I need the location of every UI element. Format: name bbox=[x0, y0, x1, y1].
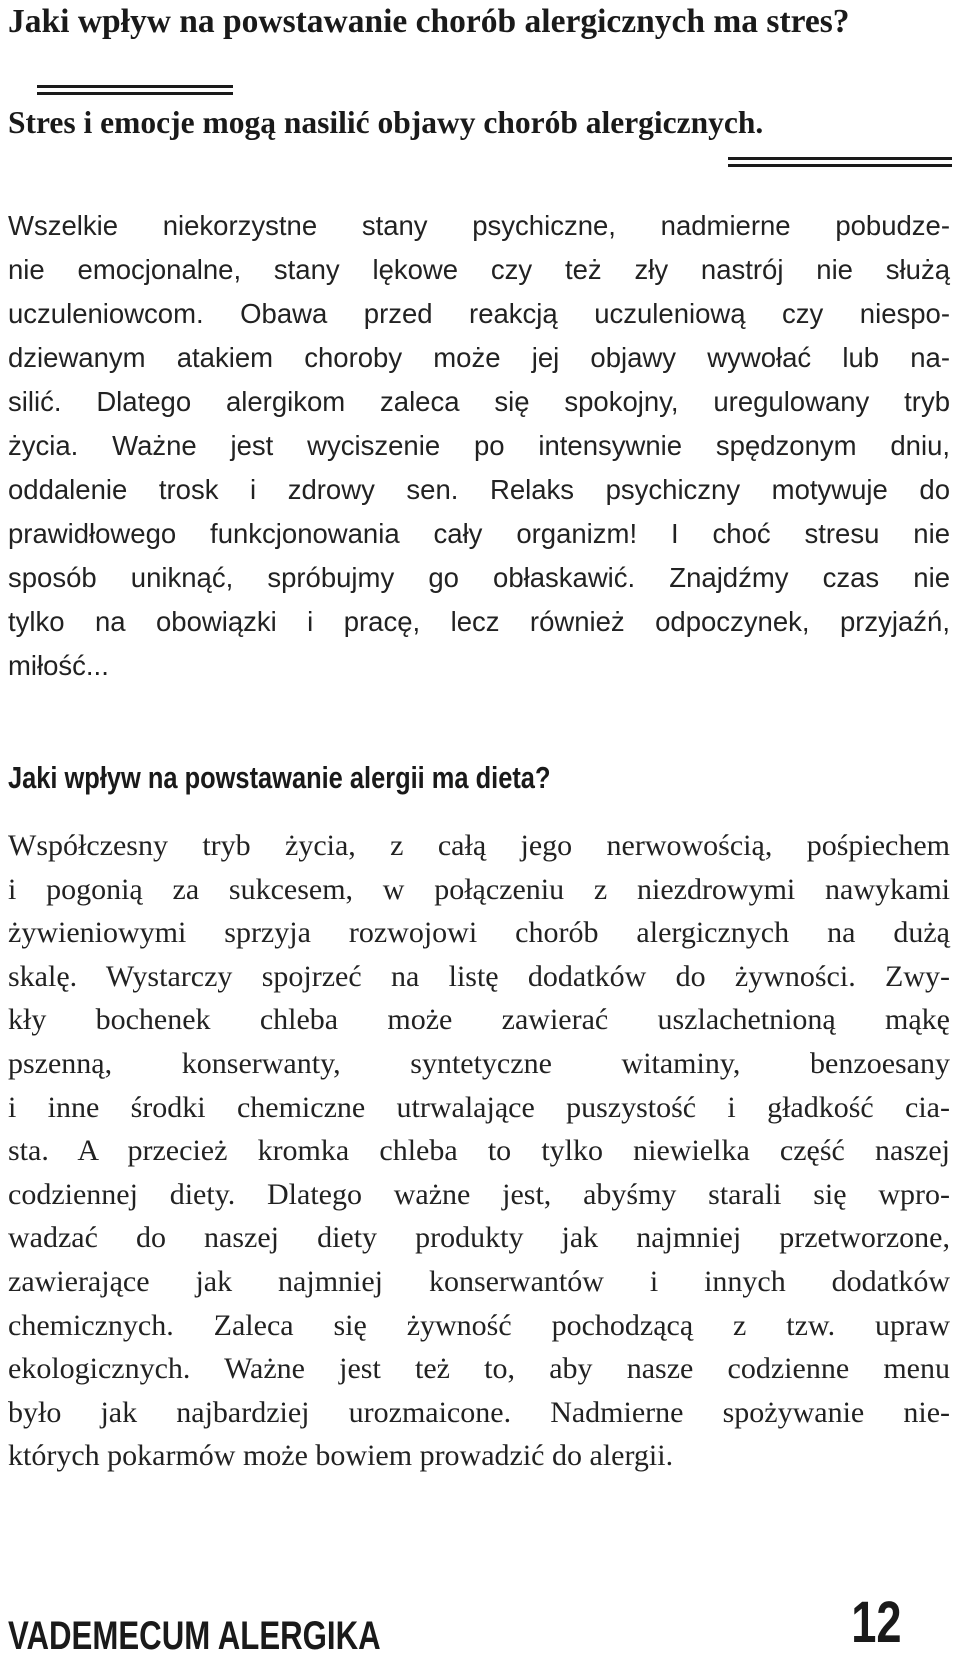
text-line: tylko na obowiązki i pracę, lecz również odpoczynek, przyjaźń, bbox=[8, 606, 950, 637]
text-line: prawidłowego funkcjonowania cały organizm! I choć stresu nie bbox=[8, 518, 950, 549]
text-line: pszenną, konserwanty, syntetyczne witaminy, benzoesany bbox=[8, 1046, 950, 1080]
text-line: ekologicznych. Ważne jest też to, aby nasze codzienne menu bbox=[8, 1352, 950, 1386]
paragraph-stress bbox=[8, 204, 950, 688]
text-line: których pokarmów może bowiem prowadzić do alergii. bbox=[8, 1439, 674, 1473]
text-line: było jak najbardziej urozmaicone. Nadmierne spożywanie nie- bbox=[8, 1395, 950, 1429]
text-line: skalę. Wystarczy spojrzeć na listę dodatków do żywności. Zwy- bbox=[8, 959, 950, 993]
double-rule-divider bbox=[37, 85, 233, 97]
double-rule-divider bbox=[728, 157, 952, 169]
text-line: Współczesny tryb życia, z całą jego nerwowością, pośpiechem bbox=[8, 829, 950, 862]
page-number: 12 bbox=[851, 1590, 902, 1655]
text-line: oddalenie trosk i zdrowy sen. Relaks psychiczny motywuje do bbox=[8, 474, 950, 505]
text-line: sta. A przecież kromka chleba to tylko niewielka część naszej bbox=[8, 1134, 950, 1168]
text-line: żywieniowymi sprzyja rozwojowi chorób alergicznych na dużą bbox=[8, 916, 950, 950]
text-line: i inne środki chemiczne utrwalające puszystość i gładkość cia- bbox=[8, 1090, 950, 1124]
text-line: sposób uniknąć, spróbujmy go obłaskawić. Znajdźmy czas nie bbox=[8, 562, 950, 593]
text-line: kły bochenek chleba może zawierać uszlachetnioną mąkę bbox=[8, 1003, 950, 1037]
text-line: wadzać do naszej diety produkty jak najmniej przetworzone, bbox=[8, 1221, 950, 1255]
text-line: uczuleniowcom. Obawa przed reakcją uczuleniową czy niespo- bbox=[8, 298, 950, 329]
question-heading-diet: Jaki wpływ na powstawanie alergii ma dieta? bbox=[8, 760, 551, 795]
question-heading-stress: Jaki wpływ na powstawanie chorób alergicznych ma stres? bbox=[8, 3, 850, 40]
text-line: codziennej diety. Dlatego ważne jest, abyśmy starali się wpro- bbox=[8, 1177, 950, 1211]
text-line: życia. Ważne jest wyciszenie po intensywnie spędzonym dniu, bbox=[8, 430, 950, 461]
footer-publication-title: VADEMECUM ALERGIKA bbox=[8, 1614, 381, 1658]
answer-highlight-stress: Stres i emocje mogą nasilić objawy chorób alergicznych. bbox=[8, 105, 764, 140]
text-line: chemicznych. Zaleca się żywność pochodzącą z tzw. upraw bbox=[8, 1308, 950, 1342]
text-line: dziewanym atakiem choroby może jej objawy wywołać lub na- bbox=[8, 342, 950, 373]
text-line: Wszelkie niekorzystne stany psychiczne, nadmierne pobudze- bbox=[8, 210, 950, 241]
paragraph-diet bbox=[8, 824, 950, 1478]
text-line: silić. Dlatego alergikom zaleca się spokojny, uregulowany tryb bbox=[8, 386, 950, 417]
text-line: i pogonią za sukcesem, w połączeniu z niezdrowymi nawykami bbox=[8, 872, 950, 906]
text-line: zawierające jak najmniej konserwantów i innych dodatków bbox=[8, 1264, 950, 1298]
text-line: nie emocjonalne, stany lękowe czy też zły nastrój nie służą bbox=[8, 254, 950, 285]
text-line: miłość... bbox=[8, 650, 109, 681]
